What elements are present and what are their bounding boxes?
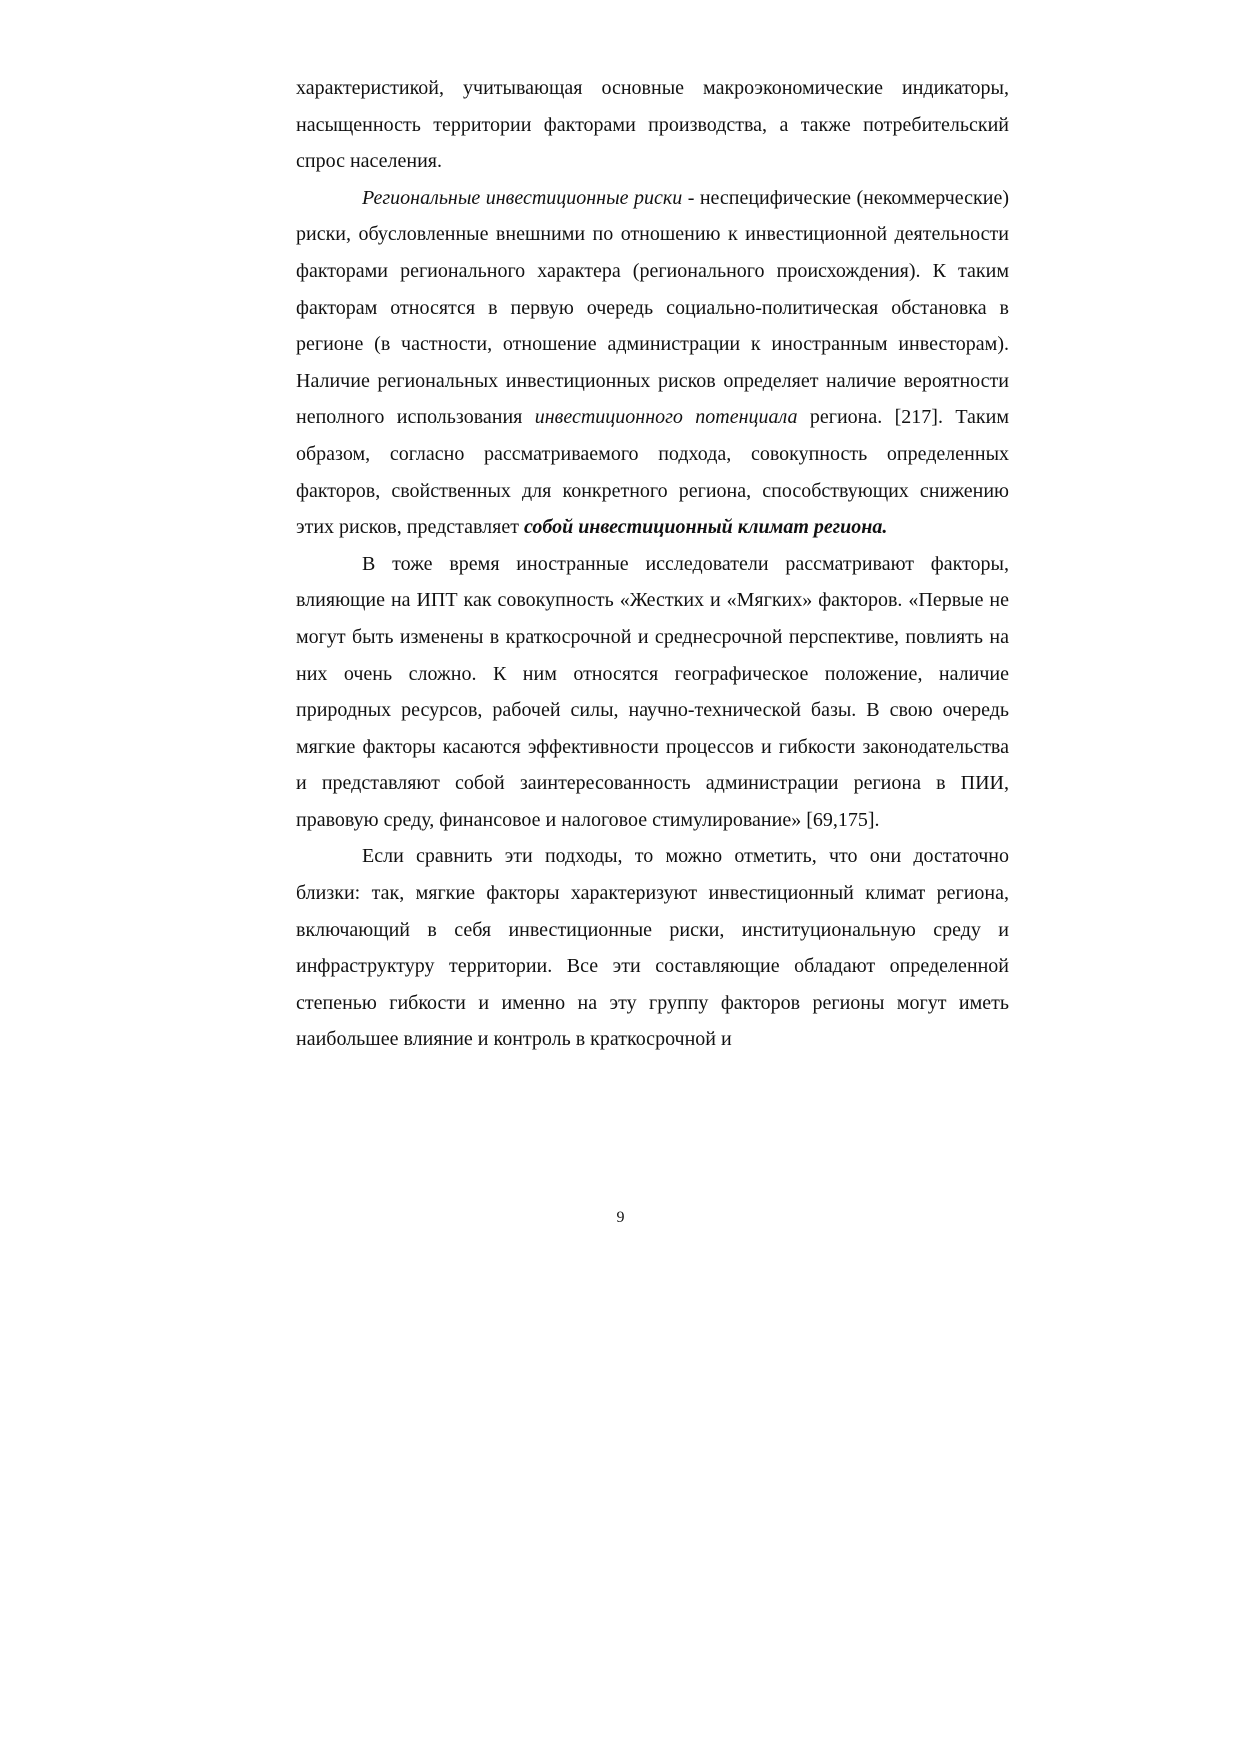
- text-run: характеристикой, учитывающая основные макроэкономические индикаторы, насыщенность территории факторами производства, а также потребительский спрос населения.: [296, 77, 1009, 173]
- paragraph-1: [296, 70, 1009, 180]
- bold-italic-term: собой инвестиционный климат региона.: [523, 516, 888, 539]
- italic-term: инвестиционного потенциала: [534, 406, 798, 429]
- italic-term: Региональные инвестиционные риски: [362, 186, 683, 209]
- text-run: Если сравнить эти подходы, то можно отметить, что они достаточно близки: так, мягкие факторы характеризуют инвестиционный климат региона, включающий в себя инвестиционные риски, институциональную среду и инфраструктуру территории. Все эти составляющие обладают определенной степенью гибкости и именно на эту группу факторов регионы могут иметь наибольшее влияние и контроль в краткосрочной и: [296, 845, 1009, 1051]
- text-run: В тоже время иностранные исследователи рассматривают факторы, влияющие на ИПТ как совокупность «Жестких и «Мягких» факторов. «Первые не могут быть изменены в краткосрочной и среднесрочной перспективе, повлиять на них очень сложно. К ним относятся географическое положение, наличие природных ресурсов, рабочей силы, научно-технической базы. В свою очередь мягкие факторы касаются эффективности процессов и гибкости законодательства и представляют собой заинтересованность администрации региона в ПИИ, правовую среду, финансовое и налоговое стимулирование» [69,175].: [296, 552, 1009, 831]
- page-number: 9: [616, 1209, 625, 1226]
- text-run: региона. [217]. Таким образом, согласно рассматриваемого подхода, совокупность определенных факторов, свойственных для конкретного региона, способствующих снижению этих рисков, представляет: [296, 406, 1010, 539]
- paragraph-4: [296, 838, 1009, 1058]
- paragraph-2: [296, 180, 1009, 546]
- paragraph-3: [296, 546, 1009, 839]
- body-text: [296, 70, 1009, 1058]
- text-run: - неспецифические (некоммерческие) риски, обусловленные внешними по отношению к инвестиционной деятельности факторами регионального характера (регионального происхождения). К таким факторам относятся в первую очередь социально-политическая обстановка в регионе (в частности, отношение администрации к иностранным инвесторам). Наличие региональных инвестиционных рисков определяет наличие вероятности неполного использования: [296, 186, 1010, 429]
